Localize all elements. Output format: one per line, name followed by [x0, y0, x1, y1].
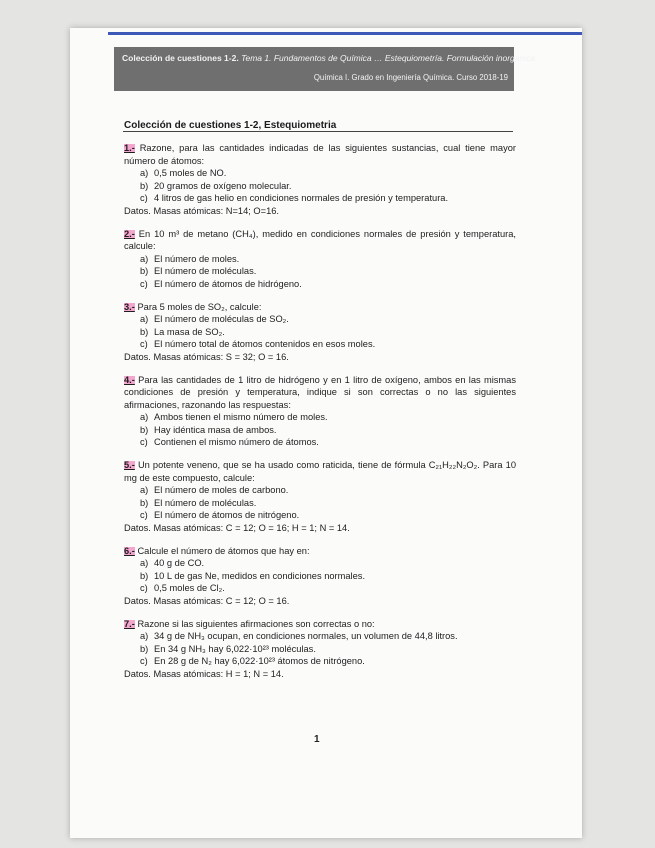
item-text: En 34 g NH₃ hay 6,022·10²³ moléculas. — [154, 643, 316, 654]
item-text: 4 litros de gas helio en condiciones normales de presión y temperatura. — [154, 193, 449, 204]
item-text: En 28 g de N₂ hay 6,022·10²³ átomos de nitrógeno. — [154, 656, 365, 667]
question-statement: Calcule el número de átomos que hay en: — [134, 545, 310, 556]
question-number: 3.- — [124, 301, 135, 312]
item-text: La masa de SO₂. — [154, 326, 225, 337]
item-letter: a) — [140, 558, 149, 569]
item-text: Contienen el mismo número de átomos. — [154, 437, 319, 448]
question-item — [124, 655, 516, 668]
question-statement: Un potente veneno, que se ha usado como raticida, tiene de fórmula C₂₁H₂₂N₂O₂. Para 10 mg de este compuesto, calcule: — [124, 460, 516, 483]
question-7 — [124, 618, 516, 681]
document-page — [70, 28, 582, 838]
question-item — [124, 265, 516, 278]
data-note: Datos. Masas atómicas: C = 12; O = 16. — [124, 596, 290, 606]
item-text: El número de moléculas. — [154, 497, 257, 508]
page-number: 1 — [314, 734, 320, 745]
item-text: 10 L de gas Ne, medidos en condiciones normales. — [154, 570, 366, 581]
item-letter: b) — [140, 643, 149, 654]
item-text: 0,5 moles de NO. — [154, 168, 227, 179]
question-item — [124, 497, 516, 510]
item-letter: b) — [140, 180, 149, 191]
page-title: Colección de cuestiones 1-2, Estequiometria — [124, 120, 337, 131]
header-course: Química I. Grado en Ingeniería Química. Curso 2018-19 — [313, 73, 508, 82]
question-item — [124, 484, 516, 497]
question-statement: En 10 m³ de metano (CH₄), medido en condiciones normales de presión y temperatura, calcule: — [124, 228, 516, 252]
question-item — [124, 582, 516, 595]
question-2 — [124, 228, 516, 291]
question-item — [124, 424, 516, 437]
question-3 — [124, 301, 516, 364]
item-letter: c) — [140, 510, 148, 521]
item-text: Hay idéntica masa de ambos. — [154, 424, 277, 435]
item-letter: a) — [140, 253, 149, 264]
question-text — [124, 459, 516, 484]
item-letter: c) — [140, 339, 148, 350]
question-item — [124, 253, 516, 266]
item-letter: b) — [140, 497, 149, 508]
item-letter: c) — [140, 656, 148, 667]
question-number: 6.- — [124, 545, 135, 556]
question-item — [124, 570, 516, 583]
question-text — [124, 142, 516, 167]
page-header — [114, 47, 536, 91]
item-text: El número de moléculas. — [154, 266, 257, 277]
question-6 — [124, 545, 516, 608]
data-note: Datos. Masas atómicas: H = 1; N = 14. — [124, 668, 284, 679]
question-item — [124, 278, 516, 291]
question-1 — [124, 142, 516, 218]
question-item — [124, 326, 516, 339]
item-letter: c) — [140, 278, 148, 289]
question-number: 7.- — [124, 618, 135, 629]
item-letter: a) — [140, 631, 149, 642]
item-letter: a) — [140, 412, 149, 423]
top-blue-line — [108, 32, 582, 35]
title-underline — [123, 131, 513, 132]
question-number: 1.- — [124, 143, 135, 153]
item-text: El número total de átomos contenidos en esos moles. — [154, 339, 376, 350]
question-statement: Razone, para las cantidades indicadas de las siguientes sustancias, cual tiene mayor número de átomos: — [124, 143, 516, 166]
question-text — [124, 374, 516, 412]
item-letter: a) — [140, 314, 149, 325]
item-letter: b) — [140, 570, 149, 581]
question-number: 2.- — [124, 228, 135, 239]
question-item — [124, 557, 516, 570]
question-item — [124, 436, 516, 449]
question-item — [124, 509, 516, 522]
question-item — [124, 643, 516, 656]
question-text — [124, 545, 516, 558]
header-topic: Tema 1. Fundamentos de Química … Estequiometría. Formulación inorgánica — [241, 53, 536, 63]
question-text — [124, 301, 516, 314]
item-letter: a) — [140, 485, 149, 496]
question-number: 5.- — [124, 460, 135, 471]
question-item — [124, 180, 516, 193]
item-letter: c) — [140, 583, 148, 594]
question-5 — [124, 459, 516, 535]
item-letter: b) — [140, 326, 149, 337]
question-text — [124, 228, 516, 253]
item-letter: b) — [140, 424, 149, 435]
question-item — [124, 338, 516, 351]
item-letter: b) — [140, 266, 149, 277]
question-item — [124, 411, 516, 424]
question-item — [124, 192, 516, 205]
question-list — [124, 142, 516, 691]
question-number: 4.- — [124, 374, 135, 385]
item-text: El número de moles. — [154, 253, 240, 264]
question-text — [124, 618, 516, 631]
item-letter: c) — [140, 437, 148, 448]
question-statement: Para las cantidades de 1 litro de hidrógeno y en 1 litro de oxígeno, ambos en las mismas condiciones de presión y temperatura, indique si son correctas o no las siguientes afirmaciones, razonando las respuestas: — [124, 374, 516, 410]
data-note: Datos. Masas atómicas: C = 12; O = 16; H = 1; N = 14. — [124, 523, 350, 534]
header-line-1 — [122, 53, 535, 63]
item-text: El número de átomos de nitrógeno. — [154, 510, 300, 521]
question-statement: Para 5 moles de SO₂, calcule: — [134, 301, 262, 312]
header-collection: Colección de cuestiones 1-2. — [122, 53, 239, 63]
item-text: 20 gramos de oxígeno molecular. — [154, 180, 292, 191]
item-text: Ambos tienen el mismo número de moles. — [154, 412, 328, 423]
item-letter: c) — [140, 193, 148, 204]
item-text: 0,5 moles de Cl₂. — [154, 583, 225, 594]
question-item — [124, 167, 516, 180]
item-text: 34 g de NH₃ ocupan, en condiciones normales, un volumen de 44,8 litros. — [154, 631, 458, 642]
item-text: El número de moles de carbono. — [154, 485, 289, 496]
item-text: 40 g de CO. — [154, 558, 205, 569]
question-4 — [124, 374, 516, 450]
item-letter: a) — [140, 168, 149, 179]
question-statement: Razone si las siguientes afirmaciones son correctas o no: — [134, 618, 375, 629]
item-text: El número de moléculas de SO₂. — [154, 314, 289, 325]
item-text: El número de átomos de hidrógeno. — [154, 278, 302, 289]
question-item — [124, 630, 516, 643]
data-note: Datos. Masas atómicas: N=14; O=16. — [124, 205, 280, 216]
question-item — [124, 313, 516, 326]
data-note: Datos. Masas atómicas: S = 32; O = 16. — [124, 351, 289, 362]
